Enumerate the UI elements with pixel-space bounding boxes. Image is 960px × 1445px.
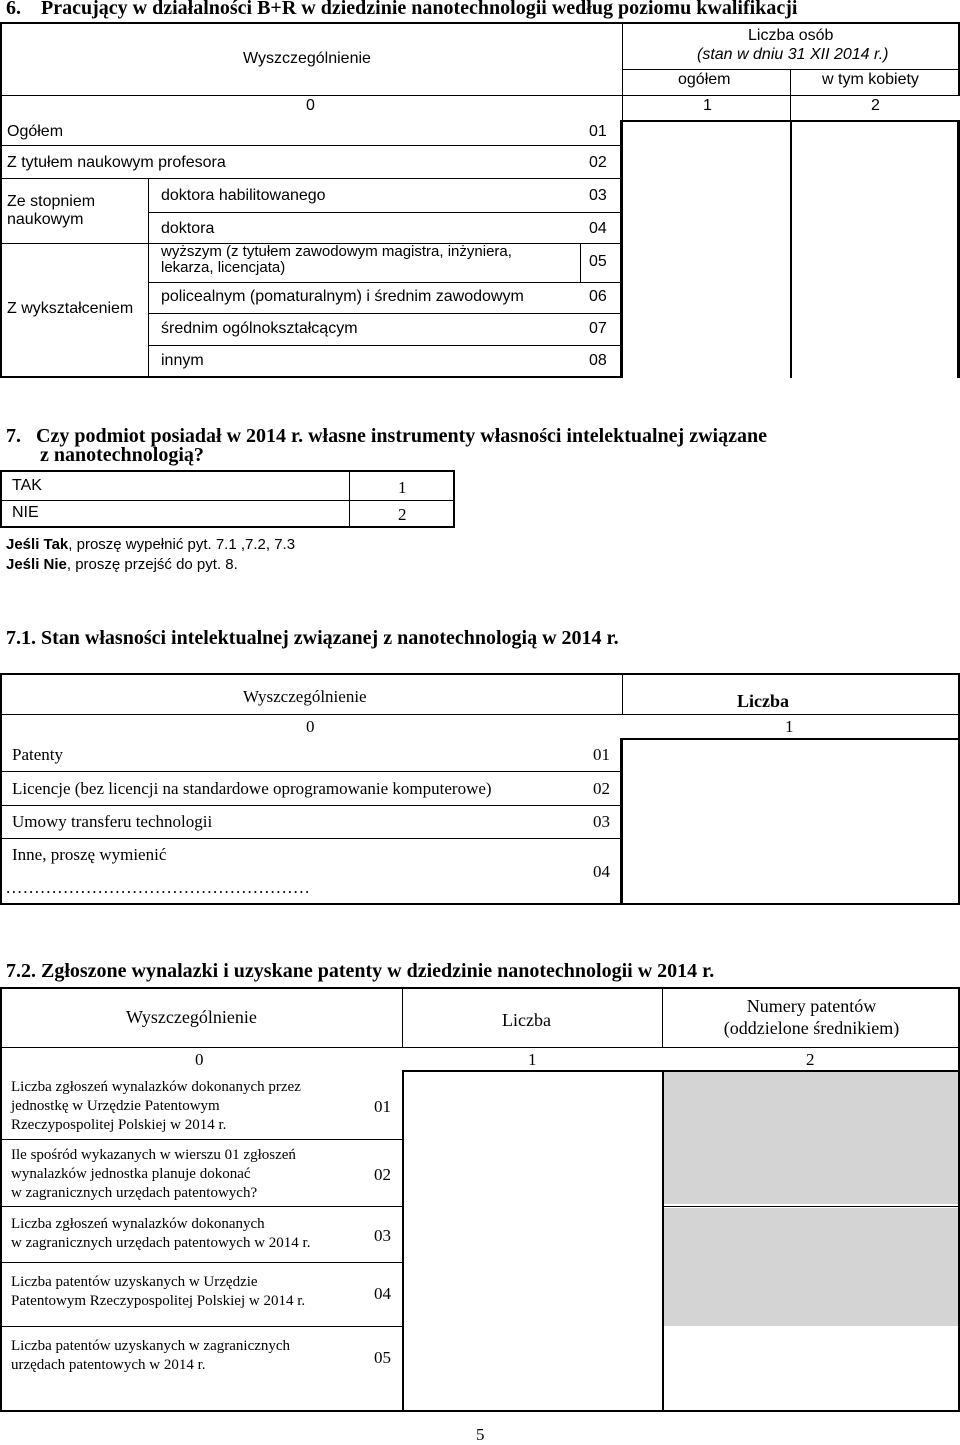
row-doctor-label: doktora [161,220,215,237]
row-postsecondary-label: policealnym (pomaturalnym) i średnim zawodowym [161,288,524,305]
patent-numbers-input[interactable] [664,1327,958,1410]
input-cells-total[interactable] [624,123,790,376]
row-code: 05 [374,1348,391,1367]
instruction-yes: Jeśli Tak, proszę wypełnić pyt. 7.1 ,7.2, 7.3 [6,536,296,553]
question-7-title-line1: 7. Czy podmiot posiadał w 2014 r. własne instrumenty własności intelektualnej związane [6,425,767,447]
column-2: 2 [806,1050,815,1069]
other-specify-field[interactable]: ..................................................... [6,878,311,897]
header-date: (stan w dniu 31 XII 2014 r.) [697,46,889,63]
count-input-cells[interactable] [404,1072,662,1410]
group-degree-label: Ze stopniem naukowym [7,193,96,228]
row-domestic-applications-label: Liczba zgłoszeń wynalazków dokonanych przez jednostkę w Urzędzie Patentowym Rzeczypospolitej Polskiej w 2014 r. [11,1079,301,1133]
column-1: 1 [703,97,712,114]
column-0: 0 [306,717,315,736]
header-specification: Wyszczególnienie [243,687,367,706]
header-total: ogółem [678,71,731,88]
row-domestic-patents-label: Liczba patentów uzyskanych w Urzędzie Patentowym Rzeczypospolitej Polskiej w 2014 r. [11,1274,306,1309]
question-7-title-line2: z nanotechnologią? [40,444,204,466]
option-no-label: NIE [12,504,39,521]
row-code: 01 [374,1097,391,1116]
row-code: 02 [593,779,610,798]
header-patent-numbers: Numery patentów (oddzielone średnikiem) [723,996,900,1038]
row-code: 02 [589,154,607,171]
page-number: 5 [476,1425,485,1444]
row-general-secondary-label: średnim ogólnokształcącym [161,320,358,337]
row-code: 04 [374,1284,391,1303]
instruction-no: Jeśli Nie, proszę przejść do pyt. 8. [6,556,238,573]
count-input-cells[interactable] [623,741,958,903]
row-code: 01 [589,123,607,140]
row-code: 04 [589,220,607,237]
header-count: Liczba [737,691,789,711]
section-6-title: 6. Pracujący w działalności B+R w dziedzinie nanotechnologii według poziomu kwalifikacji [6,0,798,19]
header-specification: Wyszczególnienie [126,1007,257,1027]
row-licences-label: Licencje (bez licencji na standardowe oprogramowanie komputerowe) [12,779,492,798]
row-professor-label: Z tytułem naukowym profesora [7,154,226,171]
row-code: 02 [374,1165,391,1184]
row-technology-transfer-label: Umowy transferu technologii [12,812,213,831]
row-code: 04 [593,862,610,881]
option-yes-label: TAK [12,477,42,494]
row-code: 03 [589,187,607,204]
shaded-cell [664,1072,958,1204]
row-code: 01 [593,745,610,764]
header-count: Liczba [502,1010,551,1030]
shaded-cell [664,1208,958,1326]
row-other-label: Inne, proszę wymienić [12,845,167,864]
row-code: 05 [589,253,607,270]
input-cells-women[interactable] [792,123,957,376]
header-women: w tym kobiety [822,71,919,88]
column-1: 1 [785,717,794,736]
row-higher-education-label: wyższym (z tytułem zawodowym magistra, inżyniera, lekarza, licencjata) [161,243,512,276]
row-other-label: innym [161,352,204,369]
row-code: 03 [374,1226,391,1245]
row-code: 07 [589,320,607,337]
header-specification: Wyszczególnienie [243,50,371,67]
row-total-label: Ogółem [7,123,64,140]
group-education-label: Z wykształceniem [7,300,134,317]
row-patents-label: Patenty [12,745,63,764]
header-person-count: Liczba osób [748,27,834,44]
row-code: 08 [589,352,607,369]
row-code: 06 [589,288,607,305]
column-0: 0 [195,1050,204,1069]
column-2: 2 [871,97,880,114]
row-foreign-patents-label: Liczba patentów uzyskanych w zagranicznych urzędach patentowych w 2014 r. [11,1338,291,1373]
option-no-code[interactable]: 2 [398,505,407,524]
row-foreign-applications-label: Liczba zgłoszeń wynalazków dokonanych w zagranicznych urzędach patentowych w 2014 r. [11,1216,311,1251]
option-yes-code[interactable]: 1 [398,478,407,497]
column-0: 0 [306,97,315,114]
question-7-2-title: 7.2. Zgłoszone wynalazki i uzyskane patenty w dziedzinie nanotechnologii w 2014 r. [6,960,715,982]
column-1: 1 [528,1050,537,1069]
row-code: 03 [593,812,610,831]
question-7-1-title: 7.1. Stan własności intelektualnej związanej z nanotechnologią w 2014 r. [6,627,619,649]
row-habilitation-label: doktora habilitowanego [161,187,326,204]
row-planned-foreign-applications-label: Ile spośród wykazanych w wierszu 01 zgłoszeń wynalazków jednostka planuje dokonać w zagranicznych urzędach patentowych? [11,1147,296,1201]
